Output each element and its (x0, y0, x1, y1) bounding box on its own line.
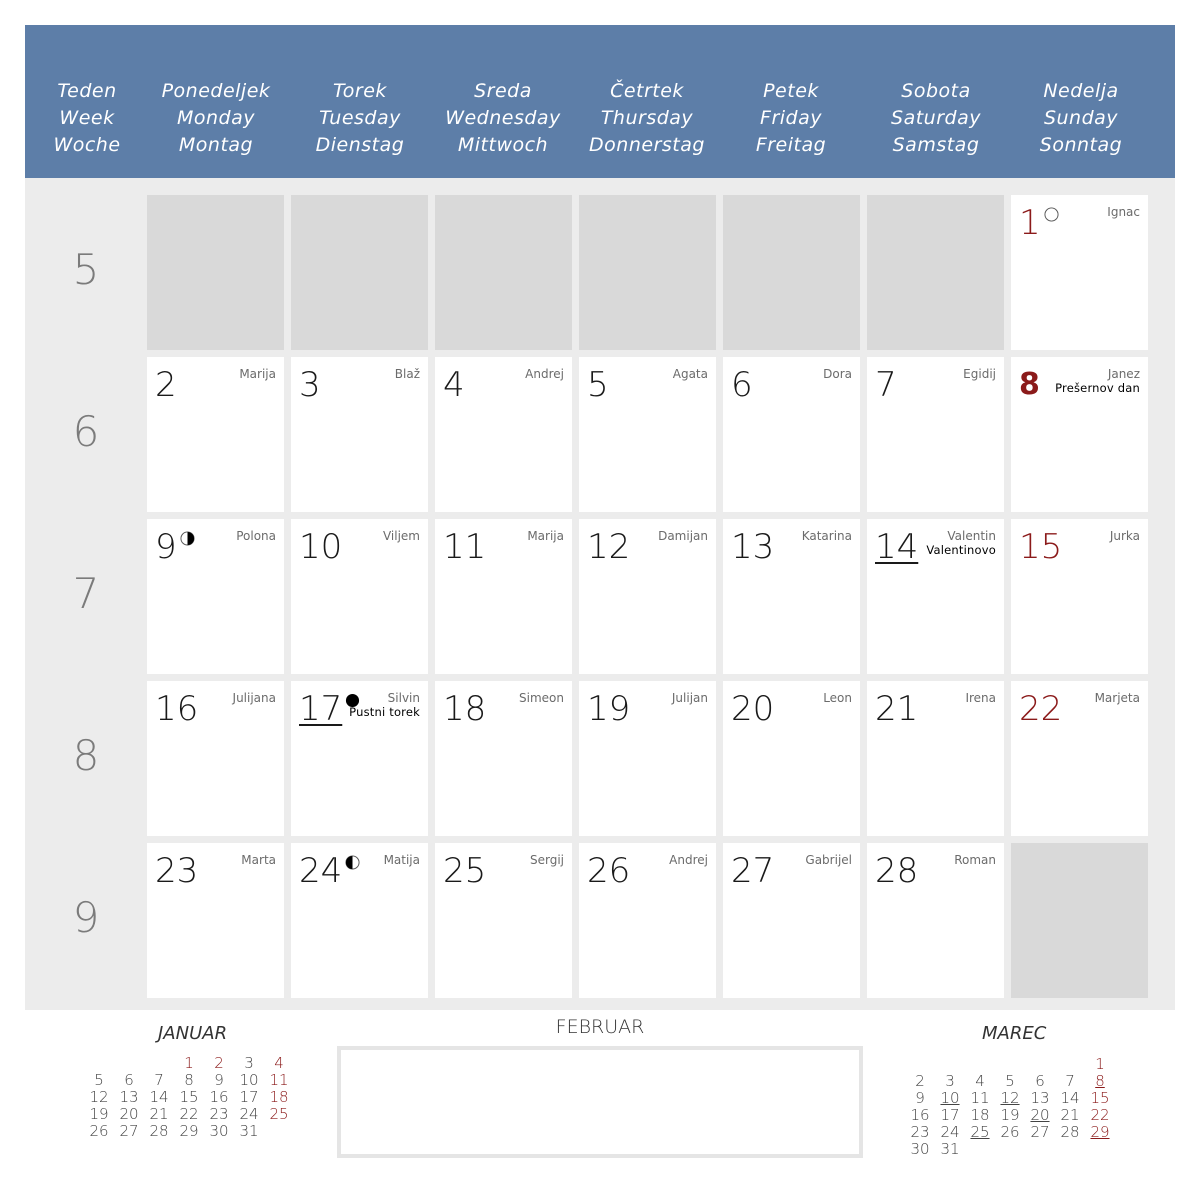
mini-day: 19 (89, 1105, 109, 1123)
mini-day: 22 (179, 1105, 199, 1123)
mini-day: 1 (184, 1054, 194, 1072)
full-moon-icon (1044, 207, 1059, 222)
name-day: Jurka (1109, 529, 1140, 543)
day-cell[interactable] (579, 843, 716, 998)
mini-day: 29 (1090, 1123, 1110, 1141)
mini-day: 15 (179, 1088, 199, 1106)
next_month-title: MAREC (982, 1023, 1047, 1044)
name-day: Andrej (669, 853, 708, 867)
header-label: Freitag (755, 134, 827, 156)
holiday-label: Pustni torek (349, 705, 420, 719)
day-cell[interactable] (291, 843, 428, 998)
header-col-tuesday (280, 78, 440, 159)
week-number: 9 (72, 893, 100, 942)
first-quarter-moon-icon (345, 855, 360, 870)
day-number: 20 (731, 689, 775, 729)
mini-day: 13 (119, 1088, 139, 1106)
empty-day-cell (867, 195, 1004, 350)
header-col-sunday (1001, 78, 1161, 159)
name-day: Andrej (525, 367, 564, 381)
header-label: Monday (176, 107, 255, 129)
name-day: Julijan (671, 691, 708, 705)
notes-box[interactable] (337, 1046, 863, 1158)
name-day: Polona (236, 529, 276, 543)
day-number: 1 (1019, 203, 1041, 243)
day-number: 21 (875, 689, 919, 729)
day-cell[interactable] (147, 519, 284, 674)
mini-day: 18 (269, 1088, 289, 1106)
mini-day: 17 (239, 1088, 259, 1106)
day-number: 24 (299, 851, 343, 891)
day-cell[interactable] (291, 519, 428, 674)
day-number: 8 (1019, 367, 1040, 402)
day-number: 12 (587, 527, 631, 567)
mini-day: 3 (945, 1072, 955, 1090)
name-day: Katarina (801, 529, 852, 543)
mini-day: 13 (1030, 1089, 1050, 1107)
day-cell[interactable] (723, 681, 860, 836)
mini-day: 5 (94, 1071, 104, 1089)
header-label: Samstag (892, 134, 980, 156)
day-number: 10 (299, 527, 343, 567)
name-day: Marjeta (1094, 691, 1140, 705)
mini-day: 9 (915, 1089, 925, 1107)
header-label: Wednesday (445, 107, 561, 129)
day-cell[interactable] (723, 357, 860, 512)
mini-day: 12 (1000, 1089, 1020, 1107)
name-day: Valentin (947, 529, 996, 543)
mini-day: 28 (1060, 1123, 1080, 1141)
holiday-label: Prešernov dan (1055, 381, 1140, 395)
day-cell[interactable] (867, 843, 1004, 998)
day-cell[interactable] (723, 519, 860, 674)
header-label: Mittwoch (457, 134, 549, 156)
week-number: 5 (72, 245, 100, 294)
mini-day: 24 (940, 1123, 960, 1141)
mini-day: 9 (214, 1071, 224, 1089)
empty-day-cell (579, 195, 716, 350)
header-label: Tuesday (319, 107, 401, 129)
mini-day: 25 (970, 1123, 990, 1141)
day-number: 11 (443, 527, 487, 567)
mini-day: 14 (149, 1088, 169, 1106)
mini-day: 2 (915, 1072, 925, 1090)
header-label: Saturday (891, 107, 981, 129)
day-number: 25 (443, 851, 487, 891)
header-label: Montag (178, 134, 254, 156)
mini-day: 18 (970, 1106, 990, 1124)
name-day: Marija (239, 367, 276, 381)
day-cell[interactable] (1011, 681, 1148, 836)
name-day: Silvin (387, 691, 420, 705)
day-number: 14 (875, 527, 919, 567)
header-label: Sunday (1043, 107, 1119, 129)
week-number: 6 (72, 407, 100, 456)
mini-day: 31 (940, 1140, 960, 1158)
mini-day: 14 (1060, 1089, 1080, 1107)
header-col-monday (136, 78, 296, 159)
header-label: Woche (53, 134, 121, 156)
day-number: 9 (155, 527, 177, 567)
header-col-thursday (567, 78, 727, 159)
mini-day: 8 (1095, 1072, 1105, 1090)
header-label: Sobota (901, 80, 971, 102)
header-label: Week (59, 107, 115, 129)
day-cell[interactable] (579, 681, 716, 836)
mini-day: 7 (1065, 1072, 1075, 1090)
day-cell[interactable] (435, 357, 572, 512)
header-label: Ponedeljek (161, 80, 271, 102)
header-col-wednesday (423, 78, 583, 159)
prev_month-title: JANUAR (158, 1023, 228, 1044)
mini-day: 21 (149, 1105, 169, 1123)
day-cell[interactable] (1011, 195, 1148, 350)
name-day: Agata (672, 367, 708, 381)
week-number: 8 (72, 731, 100, 780)
day-cell[interactable] (867, 519, 1004, 674)
header-label: Četrtek (610, 80, 684, 102)
empty-day-cell (147, 195, 284, 350)
mini-day: 21 (1060, 1106, 1080, 1124)
header-label: Sreda (474, 80, 532, 102)
day-number: 3 (299, 365, 321, 405)
mini-day: 2 (214, 1054, 224, 1072)
day-cell[interactable] (291, 357, 428, 512)
day-cell[interactable] (147, 357, 284, 512)
header-label: Petek (763, 80, 819, 102)
name-day: Leon (823, 691, 852, 705)
mini-day: 4 (274, 1054, 284, 1072)
day-cell[interactable] (1011, 357, 1148, 512)
day-cell[interactable] (579, 519, 716, 674)
name-day: Simeon (519, 691, 564, 705)
header-label: Thursday (600, 107, 694, 129)
last-quarter-moon-icon (180, 531, 195, 546)
day-cell[interactable] (579, 357, 716, 512)
empty-day-cell (723, 195, 860, 350)
empty-day-cell (291, 195, 428, 350)
header-col-saturday (856, 78, 1016, 159)
mini-day: 20 (119, 1105, 139, 1123)
mini-day: 23 (209, 1105, 229, 1123)
name-day: Ignac (1107, 205, 1140, 219)
mini-day: 23 (910, 1123, 930, 1141)
name-day: Marta (241, 853, 276, 867)
holiday-label: Valentinovo (926, 543, 996, 557)
header-label: Friday (760, 107, 822, 129)
name-day: Gabrijel (805, 853, 852, 867)
mini-day: 31 (239, 1122, 259, 1140)
mini-day: 12 (89, 1088, 109, 1106)
day-number: 26 (587, 851, 631, 891)
mini-day: 26 (89, 1122, 109, 1140)
day-number: 23 (155, 851, 199, 891)
day-number: 6 (731, 365, 753, 405)
mini-day: 15 (1090, 1089, 1110, 1107)
day-number: 4 (443, 365, 465, 405)
day-cell[interactable] (435, 519, 572, 674)
day-number: 5 (587, 365, 609, 405)
name-day: Irena (965, 691, 996, 705)
mini-day: 10 (940, 1089, 960, 1107)
name-day: Dora (823, 367, 852, 381)
mini-day: 26 (1000, 1123, 1020, 1141)
mini-day: 30 (910, 1140, 930, 1158)
header-label: Teden (57, 80, 117, 102)
day-cell[interactable] (435, 843, 572, 998)
mini-day: 27 (119, 1122, 139, 1140)
day-cell[interactable] (1011, 519, 1148, 674)
mini-day: 11 (970, 1089, 990, 1107)
mini-day: 1 (1095, 1055, 1105, 1073)
current-month-title: FEBRUAR (555, 1016, 645, 1038)
day-number: 22 (1019, 689, 1063, 729)
mini-day: 27 (1030, 1123, 1050, 1141)
day-number: 28 (875, 851, 919, 891)
header-col-friday (711, 78, 871, 159)
name-day: Julijana (232, 691, 276, 705)
day-number: 27 (731, 851, 775, 891)
day-number: 17 (299, 689, 343, 729)
name-day: Damijan (658, 529, 708, 543)
day-cell[interactable] (291, 681, 428, 836)
week-number: 7 (72, 569, 100, 618)
day-cell[interactable] (435, 681, 572, 836)
mini-day: 7 (154, 1071, 164, 1089)
day-cell[interactable] (147, 843, 284, 998)
name-day: Matija (383, 853, 420, 867)
day-number: 15 (1019, 527, 1063, 567)
mini-day: 22 (1090, 1106, 1110, 1124)
mini-day: 17 (940, 1106, 960, 1124)
mini-day: 5 (1005, 1072, 1015, 1090)
name-day: Janez (1107, 367, 1140, 381)
mini-day: 3 (244, 1054, 254, 1072)
header-label: Nedelja (1043, 80, 1119, 102)
name-day: Roman (954, 853, 996, 867)
mini-day: 6 (1035, 1072, 1045, 1090)
name-day: Viljem (382, 529, 420, 543)
mini-day: 29 (179, 1122, 199, 1140)
day-cell[interactable] (867, 681, 1004, 836)
calendar-header (25, 25, 1175, 178)
mini-day: 24 (239, 1105, 259, 1123)
mini-day: 30 (209, 1122, 229, 1140)
day-number: 2 (155, 365, 177, 405)
name-day: Marija (527, 529, 564, 543)
mini-day: 6 (124, 1071, 134, 1089)
empty-day-cell (435, 195, 572, 350)
header-label: Torek (333, 80, 387, 102)
mini-day: 16 (209, 1088, 229, 1106)
mini-day: 11 (269, 1071, 289, 1089)
day-cell[interactable] (723, 843, 860, 998)
header-label: Dienstag (315, 134, 405, 156)
day-number: 19 (587, 689, 631, 729)
mini-day: 19 (1000, 1106, 1020, 1124)
name-day: Sergij (529, 853, 564, 867)
day-number: 13 (731, 527, 775, 567)
mini-day: 28 (149, 1122, 169, 1140)
name-day: Blaž (394, 367, 420, 381)
header-label: Sonntag (1039, 134, 1123, 156)
day-cell[interactable] (867, 357, 1004, 512)
empty-day-cell (1011, 843, 1148, 998)
day-number: 7 (875, 365, 897, 405)
mini-day: 16 (910, 1106, 930, 1124)
mini-day: 20 (1030, 1106, 1050, 1124)
mini-day: 10 (239, 1071, 259, 1089)
mini-day: 25 (269, 1105, 289, 1123)
day-cell[interactable] (147, 681, 284, 836)
day-number: 18 (443, 689, 487, 729)
name-day: Egidij (963, 367, 996, 381)
header-label: Donnerstag (589, 134, 705, 156)
mini-day: 8 (184, 1071, 194, 1089)
day-number: 16 (155, 689, 199, 729)
mini-day: 4 (975, 1072, 985, 1090)
